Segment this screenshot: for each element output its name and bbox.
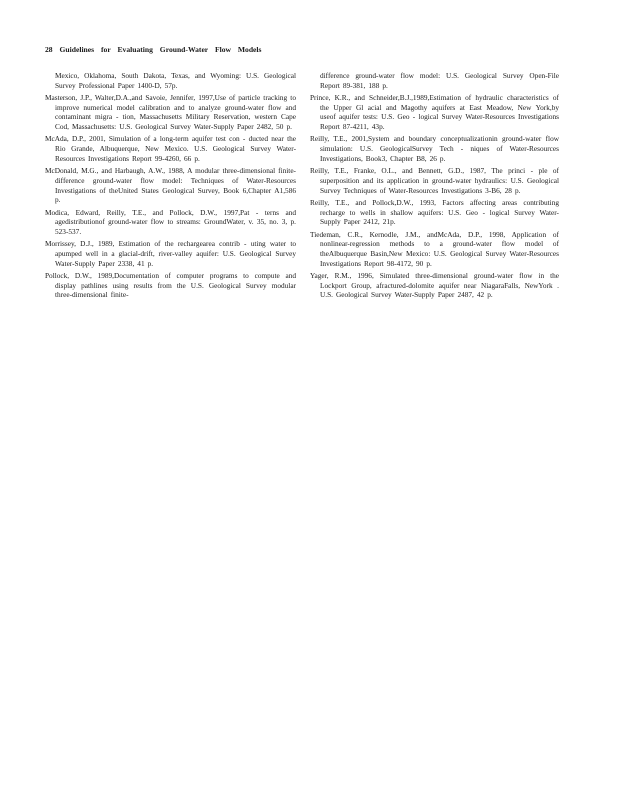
references-left-column — [45, 71, 296, 303]
page-number: 28 — [45, 45, 53, 54]
reference-entry: Reilly, T.E., 2001,System and boundary conceptualizationin ground-water flow simulation: U.S. GeologicalSurvey Tech - niques of Water-Resources Investigations, Book3, Chapter B8, 26 p. — [310, 134, 559, 163]
reference-entry: Mexico, Oklahoma, South Dakota, Texas, and Wyoming: U.S. Geological Survey Professional Paper 1400-D, 57p. — [55, 71, 296, 90]
reference-entry: difference ground-water flow model: U.S. Geological Survey Open-File Report 89-381, 188 p. — [320, 71, 559, 90]
reference-entry: Pollock, D.W., 1989,Documentation of computer programs to compute and display pathlines using results from the U.S. Geological Survey modular three-dimensional finite- — [45, 270, 296, 300]
page-header — [45, 45, 262, 54]
references-right-column — [310, 71, 559, 303]
reference-entry: Yager, R.M., 1996, Simulated three-dimensional ground-water flow in the Lockport Group, afractured-dolomite aquifer near NiagaraFalls, NewYork . U.S. Geological Survey Water-Supply Paper 2487, 42 p. — [310, 270, 559, 300]
reference-entry: Reilly, T.E., and Pollock,D.W., 1993, Factors affecting areas contributing recharge to wells in shallow aquifers: U.S. Geo - logical Survey Water-Supply Paper 2412, 21p. — [310, 197, 559, 227]
reference-entry: Tiedeman, C.R., Kernodle, J.M., andMcAda, D.P., 1998, Application of nonlinear-regression methods to a ground-water flow model of theAlbuquerque Basin,New Mexico: U.S. Geological Survey Water-Resources Investigations Report 98-4172, 90 p. — [310, 229, 559, 268]
running-title: Guidelines for Evaluating Ground-Water Flow Models — [59, 45, 262, 54]
reference-entry: Masterson, J.P., Walter,D.A.,and Savoie, Jennifer, 1997,Use of particle tracking to improve numerical model calibration and to analyze ground-water flow and contaminant migra - tion, Massachusetts Military Reservation, western Cape Cod, Massachusetts: U.S. Geological Survey Water-Supply Paper 2482, 50 p. — [45, 93, 296, 132]
reference-entry: Morrissey, D.J., 1989, Estimation of the rechargearea contrib - uting water to apumped well in a glacial-drift, river-valley aquifer: U.S. Geological Survey Water-Supply Paper 2338, 41 p. — [45, 239, 296, 268]
reference-entry: Modica, Edward, Reilly, T.E., and Pollock, D.W., 1997,Pat - terns and agedistributionof ground-water flow to streams: GroundWater, v. 35, no. 3, p. 523-537. — [45, 207, 296, 236]
reference-entry: McDonald, M.G., and Harbaugh, A.W., 1988, A modular three-dimensional finite-difference ground-water flow model: Techniques of Water-Resources Investigations of theUnited States Geological Survey, Book 6,Chapter A1,586 p. — [45, 166, 296, 205]
reference-entry: McAda, D.P., 2001, Simulation of a long-term aquifer test con - ducted near the Rio Grande, Albuquerque, New Mexico. U.S. Geological Survey Water-Resources Investigations Report 99-4260, 66 p. — [45, 134, 296, 163]
reference-entry: Prince, K.R., and Schneider,B.J.,1989,Estimation of hydraulic characteristics of the Upper Gl acial and Magothy aquifers at East Meadow, New York,by useof aquifer tests: U.S. Geo - logical Survey Water-Resources Investigations Report 87-4211, 43p. — [310, 93, 559, 132]
reference-entry: Reilly, T.E., Franke, O.L., and Bennett, G.D., 1987, The princi - ple of superposition and its application in ground-water hydraulics: U.S. Geological Survey Techniques of Water-Resources Investigations 3-B6, 28 p. — [310, 166, 559, 195]
